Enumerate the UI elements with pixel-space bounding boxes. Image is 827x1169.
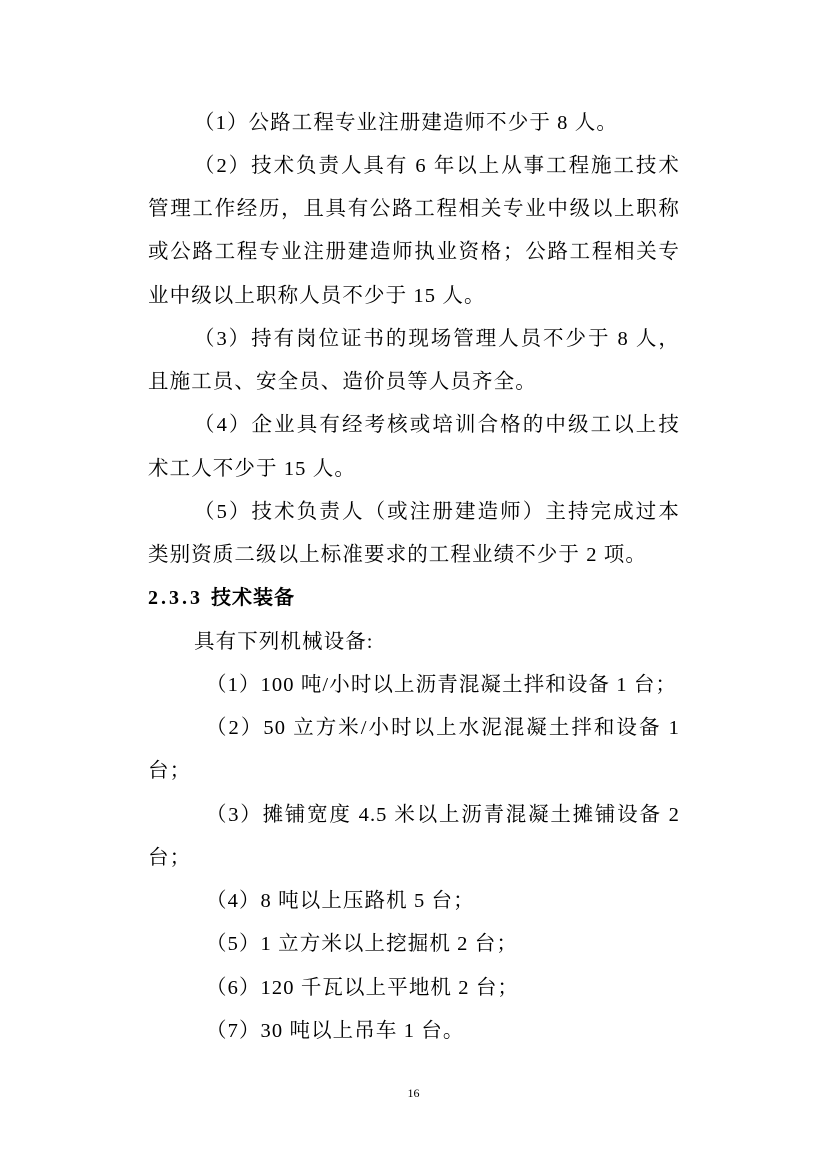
text-line: 术工人不少于 15 人。 [148, 457, 356, 480]
qualification-item-2 [148, 145, 680, 318]
text-line: （3）持有岗位证书的现场管理人员不少于 8 人， [194, 327, 680, 350]
qualification-item-5 [148, 491, 680, 578]
text-line: 且施工员、安全员、造价员等人员齐全。 [148, 371, 537, 393]
equipment-item-2 [148, 707, 680, 794]
text-line: （3）摊铺宽度 4.5 米以上沥青混凝土摊铺设备 2 [206, 803, 680, 826]
equipment-intro: 具有下列机械设备: [194, 630, 374, 653]
text-line: 台； [148, 760, 192, 783]
text-line: 或公路工程专业注册建造师执业资格；公路工程相关专 [148, 241, 680, 264]
text-line: （1）公路工程专业注册建造师不少于 8 人。 [194, 111, 618, 134]
text-line: （6）120 千瓦以上平地机 2 台； [206, 976, 520, 999]
document-body [148, 102, 680, 1054]
qualification-item-1 [148, 102, 680, 145]
text-line: （1）100 吨/小时以上沥青混凝土拌和设备 1 台； [206, 673, 678, 696]
text-line: （5）1 立方米以上挖掘机 2 台； [206, 933, 518, 956]
section-heading [148, 577, 680, 620]
equipment-item-6 [148, 967, 680, 1010]
equipment-item-3 [148, 794, 680, 881]
equipment-item-7 [148, 1010, 680, 1053]
text-line: （5）技术负责人（或注册建造师）主持完成过本 [194, 500, 680, 523]
page-number: 16 [407, 1086, 420, 1100]
text-line: 台； [148, 846, 192, 869]
text-line: （4）企业具有经考核或培训合格的中级工以上技 [194, 414, 680, 437]
qualification-item-4 [148, 404, 680, 491]
text-line: 类别资质二级以上标准要求的工程业绩不少于 2 项。 [148, 544, 647, 566]
section-number: 2.3.3 [148, 587, 203, 610]
text-line: （2）技术负责人具有 6 年以上从事工程施工技术 [194, 154, 680, 177]
section-title: 技术装备 [211, 587, 295, 610]
qualification-item-3 [148, 318, 680, 405]
equipment-item-5 [148, 923, 680, 966]
text-line: （4）8 吨以上压路机 5 台； [206, 890, 475, 912]
equipment-item-1 [148, 664, 680, 707]
text-line: 管理工作经历，且具有公路工程相关专业中级以上职称 [148, 198, 680, 220]
text-line: 业中级以上职称人员不少于 15 人。 [148, 284, 486, 307]
text-line: （2）50 立方米/小时以上水泥混凝土拌和设备 1 [206, 717, 680, 739]
equipment-item-4 [148, 880, 680, 923]
text-line: （7）30 吨以上吊车 1 台。 [206, 1019, 465, 1042]
